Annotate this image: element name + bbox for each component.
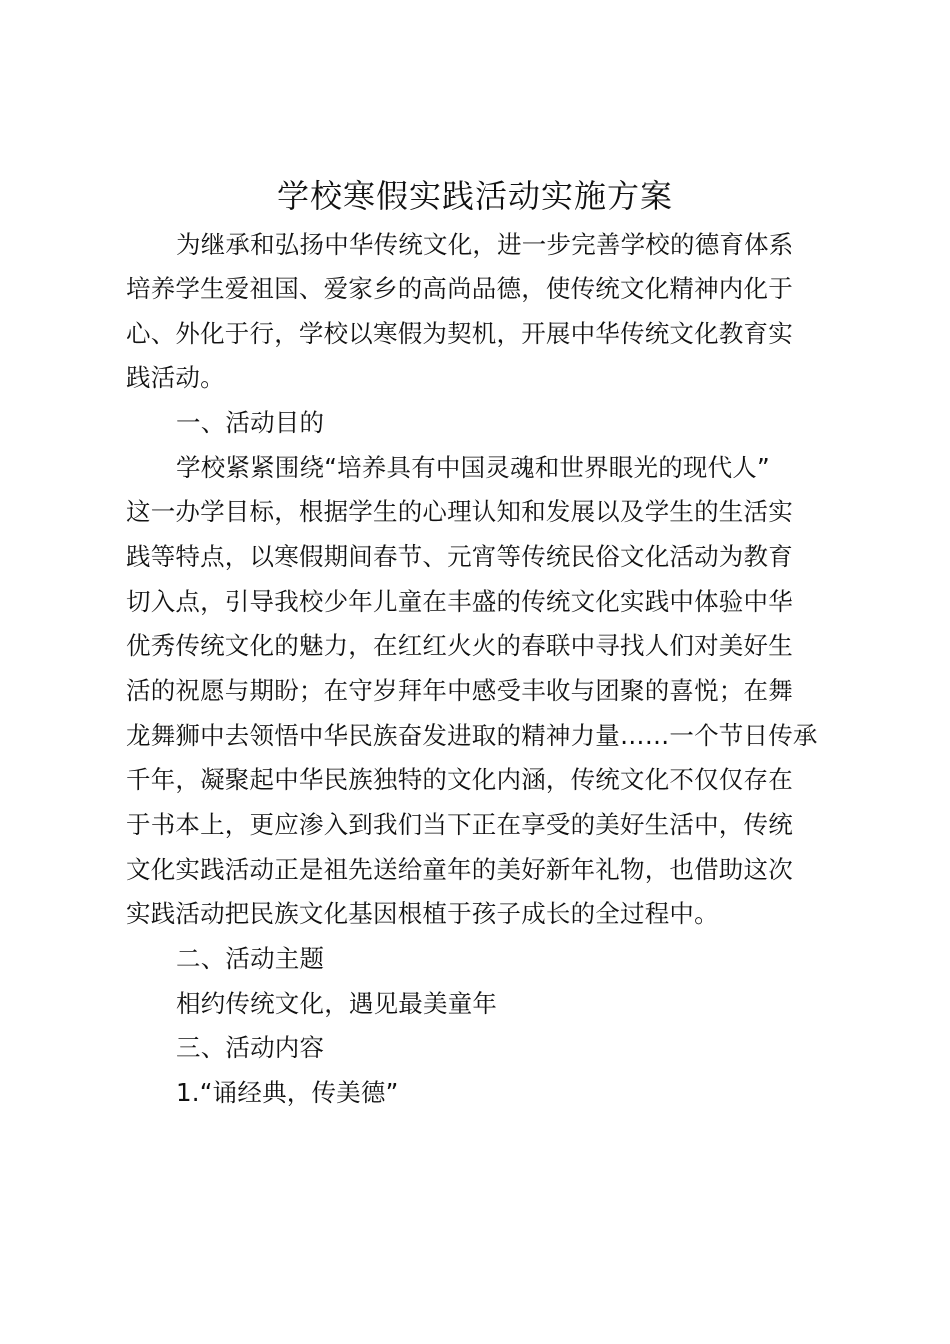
document-title: 学校寒假实践活动实施方案 <box>276 177 673 215</box>
paragraph-line: 活的祝愿与期盼；在守岁拜年中感受丰收与团聚的喜悦；在舞 <box>126 676 793 705</box>
paragraph-line: 践等特点，以寒假期间春节、元宵等传统民俗文化活动为教育 <box>126 542 793 571</box>
paragraph-line: 培养学生爱祖国、爱家乡的高尚品德，使传统文化精神内化于 <box>126 274 793 303</box>
paragraph-line: 学校紧紧围绕“培养具有中国灵魂和世界眼光的现代人” <box>176 453 770 482</box>
paragraph-line: 实践活动把民族文化基因根植于孩子成长的全过程中。 <box>126 899 719 928</box>
paragraph-line: 践活动。 <box>126 363 225 392</box>
paragraph-line: 龙舞狮中去领悟中华民族奋发进取的精神力量……一个节日传承 <box>126 721 818 750</box>
paragraph-line: 千年，凝聚起中华民族独特的文化内涵，传统文化不仅仅存在 <box>126 765 793 794</box>
theme-text: 相约传统文化，遇见最美童年 <box>176 989 498 1018</box>
section-heading-purpose: 一、活动目的 <box>176 408 325 437</box>
content-item-1: 1.“诵经典，传美德” <box>176 1078 399 1107</box>
paragraph-line: 切入点，引导我校少年儿童在丰盛的传统文化实践中体验中华 <box>126 587 793 616</box>
paragraph-line: 文化实践活动正是祖先送给童年的美好新年礼物，也借助这次 <box>126 855 793 884</box>
paragraph-line: 心、外化于行，学校以寒假为契机，开展中华传统文化教育实 <box>126 319 793 348</box>
paragraph-line: 于书本上，更应渗入到我们当下正在享受的美好生活中，传统 <box>126 810 793 839</box>
section-heading-content: 三、活动内容 <box>176 1033 325 1062</box>
paragraph-line: 优秀传统文化的魅力，在红红火火的春联中寻找人们对美好生 <box>126 631 793 660</box>
paragraph-line: 这一办学目标，根据学生的心理认知和发展以及学生的生活实 <box>126 497 793 526</box>
section-heading-theme: 二、活动主题 <box>176 944 325 973</box>
paragraph-line: 为继承和弘扬中华传统文化，进一步完善学校的德育体系 <box>176 230 794 259</box>
